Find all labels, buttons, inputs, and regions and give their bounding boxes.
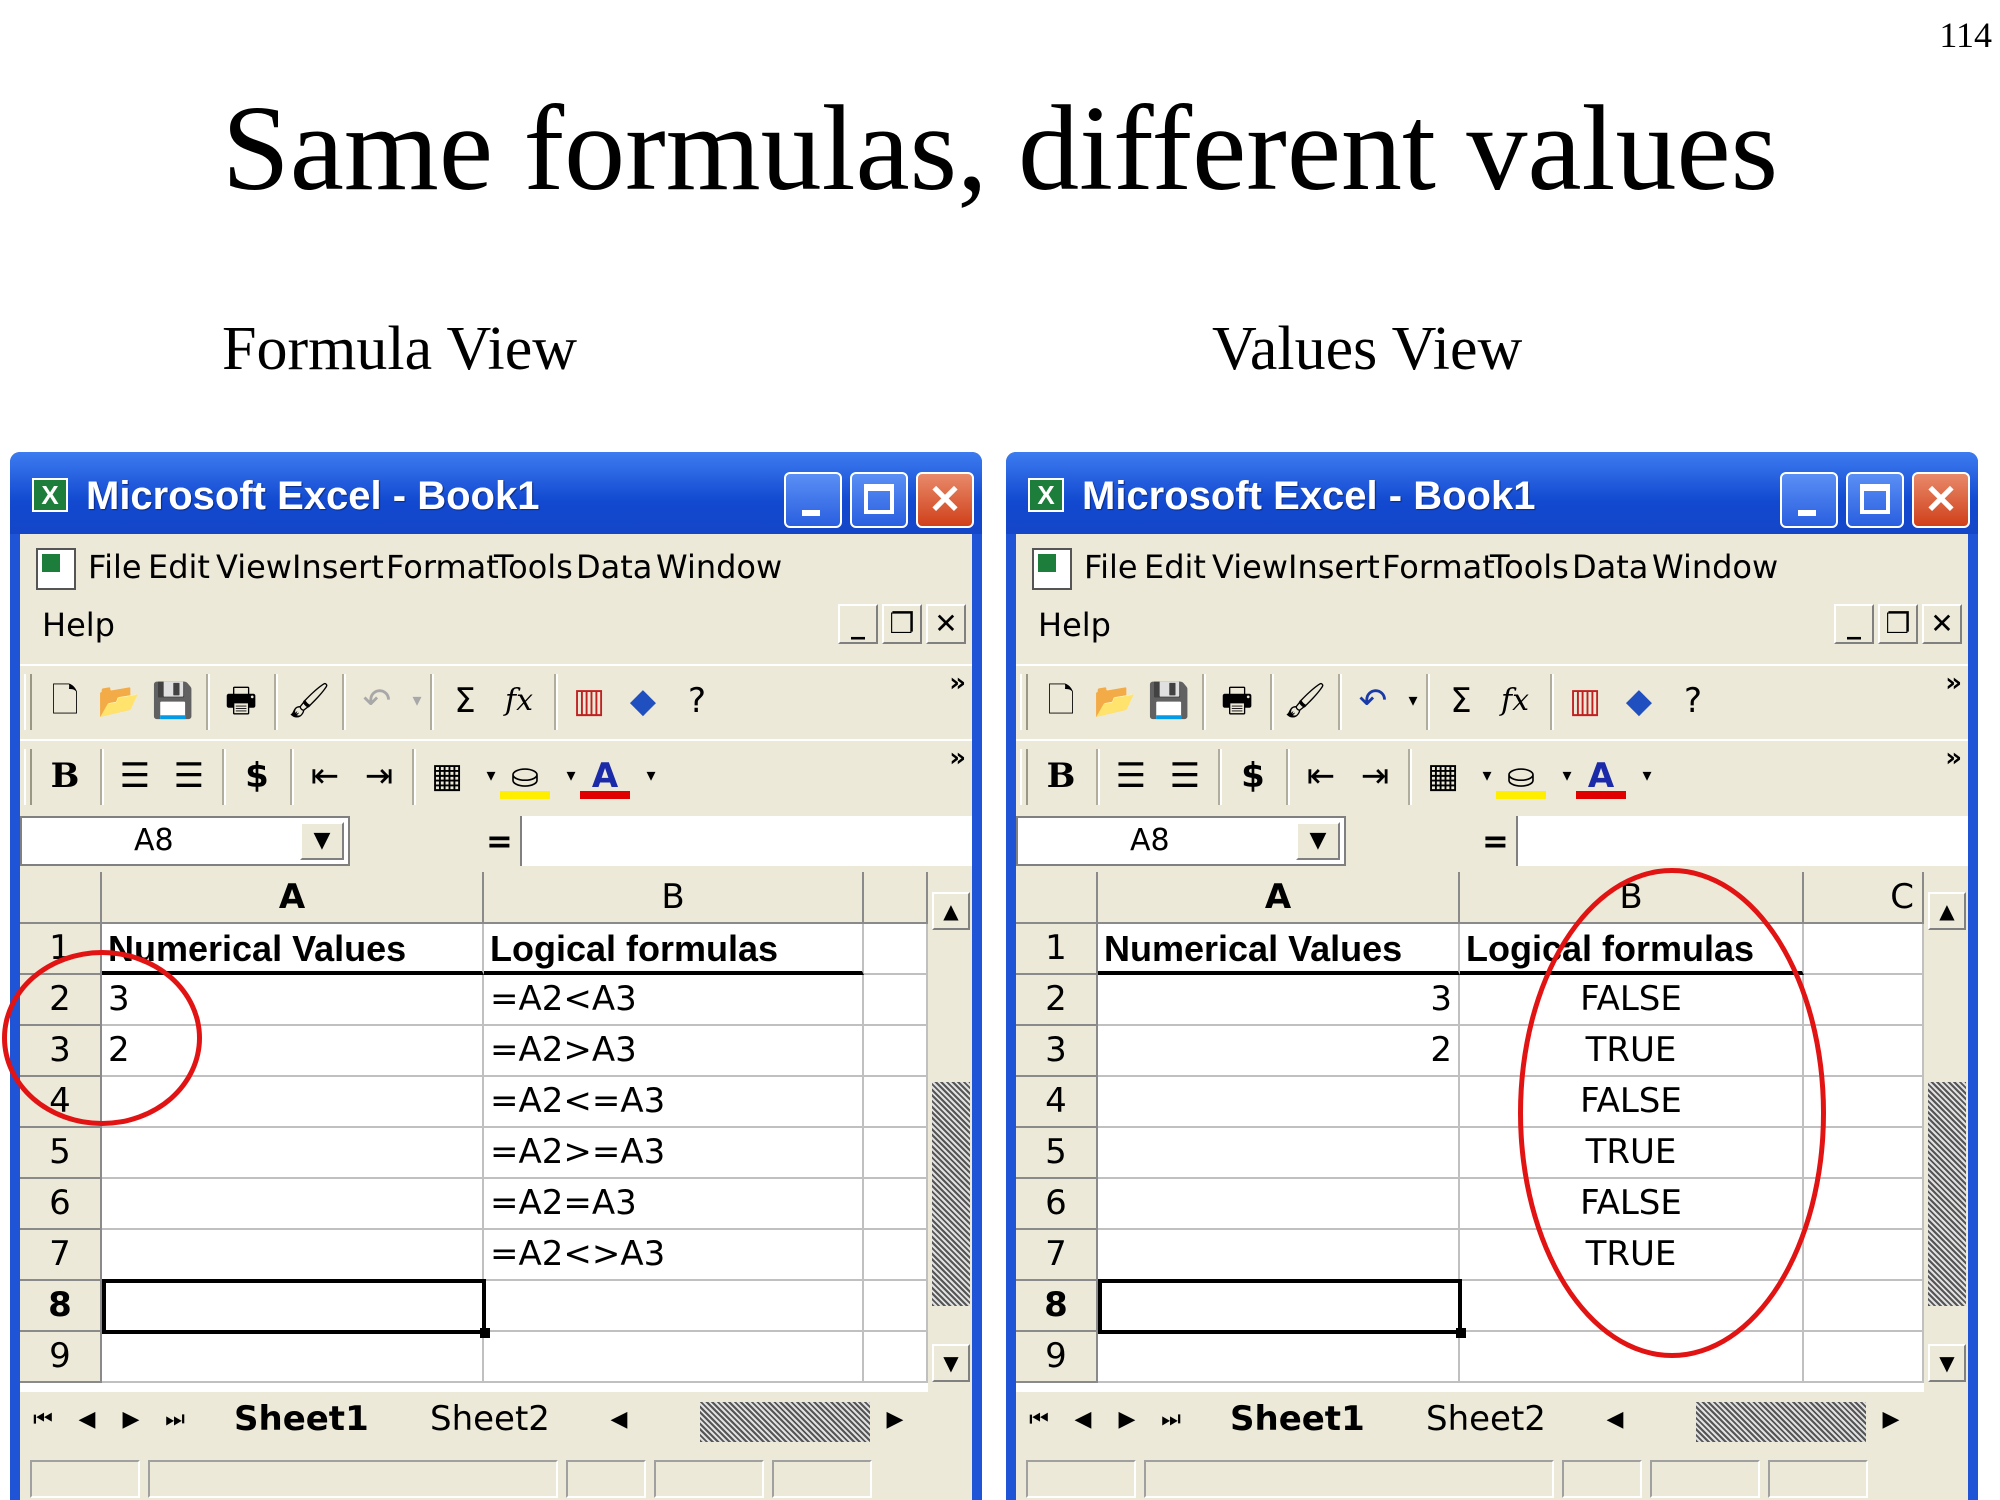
toolbar-separator <box>100 749 104 805</box>
worksheet-grid[interactable] <box>20 872 928 1392</box>
scroll-left-icon[interactable]: ◀ <box>610 1407 628 1432</box>
row-header[interactable]: 5 <box>20 1128 102 1179</box>
status-panel <box>566 1460 646 1498</box>
font-color-icon[interactable]: A <box>580 751 630 799</box>
toolbar-options-chevron[interactable]: » <box>949 743 966 773</box>
vertical-scrollbar[interactable] <box>928 872 972 1392</box>
cell-c6[interactable] <box>864 1179 928 1230</box>
cell-c9[interactable] <box>1804 1332 1924 1383</box>
undo-icon[interactable]: ↶ <box>1358 681 1388 721</box>
cell-a3[interactable]: 2 <box>1098 1026 1460 1077</box>
cell-b7[interactable]: TRUE <box>1460 1230 1804 1281</box>
cell-b4[interactable]: FALSE <box>1460 1077 1804 1128</box>
new-icon[interactable]: 🗋 <box>51 681 79 721</box>
toolbar-separator <box>1426 674 1430 730</box>
toolbar-options-chevron[interactable]: » <box>1945 668 1962 698</box>
name-box[interactable] <box>1016 816 1346 866</box>
row-header[interactable]: 3 <box>1016 1026 1098 1077</box>
menu-file[interactable]: File <box>1084 548 1138 586</box>
formula-bar <box>1016 816 1968 870</box>
minimize-icon <box>802 510 820 516</box>
menu-format[interactable]: Format <box>386 548 499 586</box>
doc-restore-button[interactable]: ❐ <box>882 604 922 644</box>
sheet-tab-bar <box>1016 1394 1968 1446</box>
align-right-icon[interactable]: ☰ <box>173 756 205 796</box>
bold-button[interactable]: B <box>50 756 80 796</box>
toolbar-separator <box>1218 749 1222 805</box>
status-panel <box>1768 1460 1868 1498</box>
window-title: Microsoft Excel - Book1 <box>1082 474 1536 518</box>
row-header[interactable]: 2 <box>20 975 102 1026</box>
tab-sheet2[interactable]: Sheet2 <box>1426 1399 1546 1439</box>
name-box-value: A8 <box>1130 823 1170 858</box>
column-header-c[interactable] <box>864 872 928 924</box>
select-all-corner[interactable] <box>20 872 102 924</box>
formatting-toolbar <box>1016 739 1968 813</box>
font-color-dropdown-icon[interactable]: ▾ <box>646 765 656 786</box>
maximize-icon <box>1860 484 1890 514</box>
formula-input[interactable] <box>1516 816 1968 866</box>
format-painter-icon[interactable]: 🖌 <box>287 681 331 721</box>
cell-b7[interactable]: =A2<>A3 <box>484 1230 864 1281</box>
scroll-right-icon[interactable]: ▶ <box>886 1407 904 1432</box>
formula-bar <box>20 816 972 870</box>
menu-insert[interactable]: Insert <box>1288 548 1380 586</box>
tab-sheet2[interactable]: Sheet2 <box>430 1399 550 1439</box>
maximize-icon <box>864 484 894 514</box>
first-sheet-icon[interactable]: ⏮ <box>1029 1407 1049 1432</box>
close-icon: ✕ <box>1924 478 1958 522</box>
cell-c7[interactable] <box>1804 1230 1924 1281</box>
status-panel <box>148 1460 558 1498</box>
toolbar-separator <box>342 674 346 730</box>
scroll-down-icon[interactable]: ▼ <box>1928 1344 1966 1382</box>
borders-dropdown-icon[interactable]: ▾ <box>1482 765 1492 786</box>
column-header-c[interactable]: C <box>1804 872 1924 924</box>
toolbar-separator <box>274 674 278 730</box>
toolbar-separator <box>430 674 434 730</box>
cell-a7[interactable] <box>1098 1230 1460 1281</box>
cell-a3[interactable]: 2 <box>102 1026 484 1077</box>
status-panel <box>1144 1460 1554 1498</box>
fill-color-dropdown-icon[interactable]: ▾ <box>1562 765 1572 786</box>
menu-insert[interactable]: Insert <box>292 548 384 586</box>
undo-icon[interactable]: ↶ <box>362 681 392 721</box>
name-box-dropdown-icon[interactable]: ▼ <box>1296 822 1340 860</box>
insert-function-icon[interactable]: fx <box>504 683 534 718</box>
menu-window[interactable]: Window <box>1652 548 1779 586</box>
toolbar-separator <box>222 749 226 805</box>
cell-c6[interactable] <box>1804 1179 1924 1230</box>
cell-a4[interactable] <box>1098 1077 1460 1128</box>
cell-b6[interactable]: FALSE <box>1460 1179 1804 1230</box>
print-icon[interactable]: 🖶 <box>1220 681 1254 721</box>
autosum-icon[interactable]: Σ <box>454 681 476 721</box>
cell-a6[interactable] <box>102 1179 484 1230</box>
toolbar-options-chevron[interactable]: » <box>949 668 966 698</box>
fill-color-icon[interactable]: ⛀ <box>1496 751 1546 799</box>
window-title: Microsoft Excel - Book1 <box>86 474 540 518</box>
cell-a7[interactable] <box>102 1230 484 1281</box>
toolbar-separator <box>1408 749 1412 805</box>
help-icon[interactable]: ? <box>687 681 707 721</box>
status-bar <box>1016 1454 1968 1500</box>
fill-color-dropdown-icon[interactable]: ▾ <box>566 765 576 786</box>
cell-c2[interactable] <box>1804 975 1924 1026</box>
tab-sheet1[interactable]: Sheet1 <box>1230 1399 1365 1439</box>
save-icon[interactable]: 💾 <box>1147 681 1191 721</box>
format-painter-icon[interactable]: 🖌 <box>1283 681 1327 721</box>
excel-app-icon[interactable]: X <box>1028 478 1064 512</box>
cell-c1[interactable] <box>864 924 928 975</box>
row-header[interactable]: 5 <box>1016 1128 1098 1179</box>
cell-b1[interactable]: Logical formulas <box>484 924 864 975</box>
menu-edit[interactable]: Edit <box>148 548 210 586</box>
cell-b5[interactable]: =A2>=A3 <box>484 1128 864 1179</box>
vertical-scrollbar[interactable] <box>1924 872 1968 1392</box>
undo-dropdown-icon[interactable]: ▾ <box>1408 690 1418 711</box>
next-sheet-icon[interactable]: ▶ <box>122 1407 140 1432</box>
toolbar-separator <box>1550 674 1554 730</box>
cell-b3[interactable]: =A2>A3 <box>484 1026 864 1077</box>
toolbar-separator <box>206 674 210 730</box>
doc-close-button[interactable]: ✕ <box>926 604 966 644</box>
toolbar-separator <box>1270 674 1274 730</box>
toolbar-separator <box>290 749 294 805</box>
increase-indent-icon[interactable]: ⇥ <box>364 756 394 796</box>
menu-tools[interactable]: Tools <box>1490 548 1569 586</box>
row-header[interactable]: 7 <box>20 1230 102 1281</box>
save-icon[interactable]: 💾 <box>151 681 195 721</box>
cell-c3[interactable] <box>864 1026 928 1077</box>
cell-b2[interactable]: FALSE <box>1460 975 1804 1026</box>
scroll-up-icon[interactable]: ▲ <box>1928 892 1966 930</box>
name-box-value: A8 <box>134 823 174 858</box>
standard-toolbar <box>20 664 972 738</box>
currency-button[interactable]: $ <box>245 756 269 796</box>
row-header[interactable]: 7 <box>1016 1230 1098 1281</box>
close-icon: ✕ <box>928 478 962 522</box>
row-header[interactable]: 6 <box>1016 1179 1098 1230</box>
first-sheet-icon[interactable]: ⏮ <box>33 1407 53 1432</box>
doc-close-button[interactable]: ✕ <box>1922 604 1962 644</box>
bold-button[interactable]: B <box>1046 756 1076 796</box>
cell-c5[interactable] <box>864 1128 928 1179</box>
cell-a5[interactable] <box>1098 1128 1460 1179</box>
workbook-icon[interactable] <box>1032 548 1072 590</box>
font-color-icon[interactable]: A <box>1576 751 1626 799</box>
row-header[interactable]: 4 <box>20 1077 102 1128</box>
menu-view[interactable]: View <box>1212 548 1288 586</box>
cell-c8[interactable] <box>1804 1281 1924 1332</box>
toolbar-separator <box>554 674 558 730</box>
slide-number: 114 <box>1939 15 1992 55</box>
chart-wizard-icon[interactable]: ▥ <box>572 681 606 721</box>
scroll-down-icon[interactable]: ▼ <box>932 1344 970 1382</box>
title-bar[interactable] <box>10 452 982 534</box>
row-header[interactable]: 1 <box>20 924 102 975</box>
column-header-b[interactable]: B <box>484 872 864 924</box>
align-right-icon[interactable]: ☰ <box>1169 756 1201 796</box>
cell-a6[interactable] <box>1098 1179 1460 1230</box>
menu-bar <box>20 534 972 662</box>
menu-tools[interactable]: Tools <box>494 548 573 586</box>
fill-color-icon[interactable]: ⛀ <box>500 751 550 799</box>
horizontal-scroll-thumb[interactable] <box>1696 1402 1866 1442</box>
formula-view-caption: Formula View <box>222 315 578 383</box>
cell-c8[interactable] <box>864 1281 928 1332</box>
borders-icon[interactable]: ▦ <box>430 756 464 796</box>
standard-toolbar <box>1016 664 1968 738</box>
minimize-icon <box>1798 510 1816 516</box>
print-icon[interactable]: 🖶 <box>224 681 258 721</box>
toolbar-grip[interactable] <box>1020 674 1028 730</box>
active-cell-a8[interactable] <box>1098 1279 1462 1334</box>
formula-equals-sign: = <box>486 822 513 860</box>
row-header[interactable]: 9 <box>1016 1332 1098 1383</box>
formula-equals-sign: = <box>1482 822 1509 860</box>
cell-a5[interactable] <box>102 1128 484 1179</box>
vertical-scroll-thumb[interactable] <box>1928 1082 1966 1306</box>
status-panel <box>654 1460 764 1498</box>
row-header[interactable]: 2 <box>1016 975 1098 1026</box>
drawing-icon[interactable]: ◆ <box>629 681 657 721</box>
increase-indent-icon[interactable]: ⇥ <box>1360 756 1390 796</box>
align-left-icon[interactable]: ☰ <box>1115 756 1147 796</box>
active-cell-a8[interactable] <box>102 1279 486 1334</box>
menu-window[interactable]: Window <box>656 548 783 586</box>
font-color-dropdown-icon[interactable]: ▾ <box>1642 765 1652 786</box>
cell-a1[interactable]: Numerical Values <box>1098 924 1460 975</box>
column-header-a[interactable]: A <box>1098 872 1460 924</box>
title-bar[interactable] <box>1006 452 1978 534</box>
decrease-indent-icon[interactable]: ⇤ <box>310 756 340 796</box>
borders-dropdown-icon[interactable]: ▾ <box>486 765 496 786</box>
menu-data[interactable]: Data <box>576 548 653 586</box>
row-header[interactable]: 8 <box>1016 1281 1098 1332</box>
toolbar-separator <box>1096 749 1100 805</box>
row-header[interactable]: 8 <box>20 1281 102 1332</box>
doc-restore-button[interactable]: ❐ <box>1878 604 1918 644</box>
last-sheet-icon[interactable]: ⏭ <box>1161 1407 1181 1432</box>
cell-b3[interactable]: TRUE <box>1460 1026 1804 1077</box>
drawing-icon[interactable]: ◆ <box>1625 681 1653 721</box>
cell-a1[interactable]: Numerical Values <box>102 924 484 975</box>
menu-data[interactable]: Data <box>1572 548 1649 586</box>
workbook-icon[interactable] <box>36 548 76 590</box>
horizontal-scroll-thumb[interactable] <box>700 1402 870 1442</box>
row-header[interactable]: 1 <box>1016 924 1098 975</box>
status-panel <box>1562 1460 1642 1498</box>
cell-a9[interactable] <box>1098 1332 1460 1383</box>
menu-help[interactable]: Help <box>1038 606 1111 644</box>
close-button[interactable] <box>1912 472 1970 528</box>
next-sheet-icon[interactable]: ▶ <box>1118 1407 1136 1432</box>
scroll-up-icon[interactable]: ▲ <box>932 892 970 930</box>
chart-wizard-icon[interactable]: ▥ <box>1568 681 1602 721</box>
name-box-dropdown-icon[interactable]: ▼ <box>300 822 344 860</box>
highlight-circle-numerical-values <box>2 950 202 1126</box>
cell-c2[interactable] <box>864 975 928 1026</box>
status-bar <box>20 1454 972 1500</box>
prev-sheet-icon[interactable]: ◀ <box>78 1407 96 1432</box>
menu-bar <box>1016 534 1968 662</box>
doc-minimize-button[interactable]: _ <box>1834 604 1874 644</box>
maximize-button[interactable] <box>1846 472 1904 528</box>
prev-sheet-icon[interactable]: ◀ <box>1074 1407 1092 1432</box>
cell-b8[interactable] <box>484 1281 864 1332</box>
toolbar-separator <box>1286 749 1290 805</box>
highlight-circle-logical-results <box>1518 868 1826 1358</box>
insert-function-icon[interactable]: fx <box>1500 683 1530 718</box>
toolbar-separator <box>1202 674 1206 730</box>
minimize-button[interactable] <box>784 472 842 528</box>
scroll-left-icon[interactable]: ◀ <box>1606 1407 1624 1432</box>
name-box[interactable] <box>20 816 350 866</box>
column-header-a[interactable]: A <box>102 872 484 924</box>
cell-a2[interactable]: 3 <box>102 975 484 1026</box>
formatting-toolbar <box>20 739 972 813</box>
toolbar-grip[interactable] <box>1020 749 1028 805</box>
menu-edit[interactable]: Edit <box>1144 548 1206 586</box>
maximize-button[interactable] <box>850 472 908 528</box>
toolbar-options-chevron[interactable]: » <box>1945 743 1962 773</box>
open-icon[interactable]: 📂 <box>97 681 141 721</box>
minimize-button[interactable] <box>1780 472 1838 528</box>
decrease-indent-icon[interactable]: ⇤ <box>1306 756 1336 796</box>
tab-sheet1[interactable]: Sheet1 <box>234 1399 369 1439</box>
cell-b6[interactable]: =A2=A3 <box>484 1179 864 1230</box>
align-left-icon[interactable]: ☰ <box>119 756 151 796</box>
menu-view[interactable]: View <box>216 548 292 586</box>
toolbar-separator <box>412 749 416 805</box>
cell-b1[interactable]: Logical formulas <box>1460 924 1804 975</box>
menu-file[interactable]: File <box>88 548 142 586</box>
cell-c1[interactable] <box>1804 924 1924 975</box>
autosum-icon[interactable]: Σ <box>1450 681 1472 721</box>
menu-format[interactable]: Format <box>1382 548 1495 586</box>
toolbar-grip[interactable] <box>24 674 32 730</box>
last-sheet-icon[interactable]: ⏭ <box>165 1407 185 1432</box>
cell-c7[interactable] <box>864 1230 928 1281</box>
toolbar-separator <box>1338 674 1342 730</box>
help-icon[interactable]: ? <box>1683 681 1703 721</box>
status-panel <box>772 1460 872 1498</box>
new-icon[interactable]: 🗋 <box>1047 681 1075 721</box>
select-all-corner[interactable] <box>1016 872 1098 924</box>
undo-dropdown-icon[interactable]: ▾ <box>412 690 422 711</box>
row-header[interactable]: 6 <box>20 1179 102 1230</box>
currency-button[interactable]: $ <box>1241 756 1265 796</box>
cell-c4[interactable] <box>864 1077 928 1128</box>
borders-icon[interactable]: ▦ <box>1426 756 1460 796</box>
status-panel <box>30 1460 140 1498</box>
menu-help[interactable]: Help <box>42 606 115 644</box>
excel-window-values-view <box>1006 452 1978 1500</box>
scroll-right-icon[interactable]: ▶ <box>1882 1407 1900 1432</box>
column-header-b[interactable]: B <box>1460 872 1804 924</box>
values-view-caption: Values View <box>1212 315 1523 383</box>
formula-input[interactable] <box>520 816 972 866</box>
status-panel <box>1650 1460 1760 1498</box>
cell-c9[interactable] <box>864 1332 928 1383</box>
slide-title: Same formulas, different values <box>221 81 1779 216</box>
cell-a9[interactable] <box>102 1332 484 1383</box>
row-header[interactable]: 9 <box>20 1332 102 1383</box>
cell-b5[interactable]: TRUE <box>1460 1128 1804 1179</box>
open-icon[interactable]: 📂 <box>1093 681 1137 721</box>
doc-minimize-button[interactable]: _ <box>838 604 878 644</box>
row-header[interactable]: 4 <box>1016 1077 1098 1128</box>
sheet-tab-bar <box>20 1394 972 1446</box>
vertical-scroll-thumb[interactable] <box>932 1082 970 1306</box>
toolbar-grip[interactable] <box>24 749 32 805</box>
status-panel <box>1026 1460 1136 1498</box>
cell-a2[interactable]: 3 <box>1098 975 1460 1026</box>
excel-app-icon[interactable]: X <box>32 478 68 512</box>
cell-b2[interactable]: =A2<A3 <box>484 975 864 1026</box>
close-button[interactable] <box>916 472 974 528</box>
cell-b4[interactable]: =A2<=A3 <box>484 1077 864 1128</box>
cell-b9[interactable] <box>484 1332 864 1383</box>
row-header[interactable]: 3 <box>20 1026 102 1077</box>
